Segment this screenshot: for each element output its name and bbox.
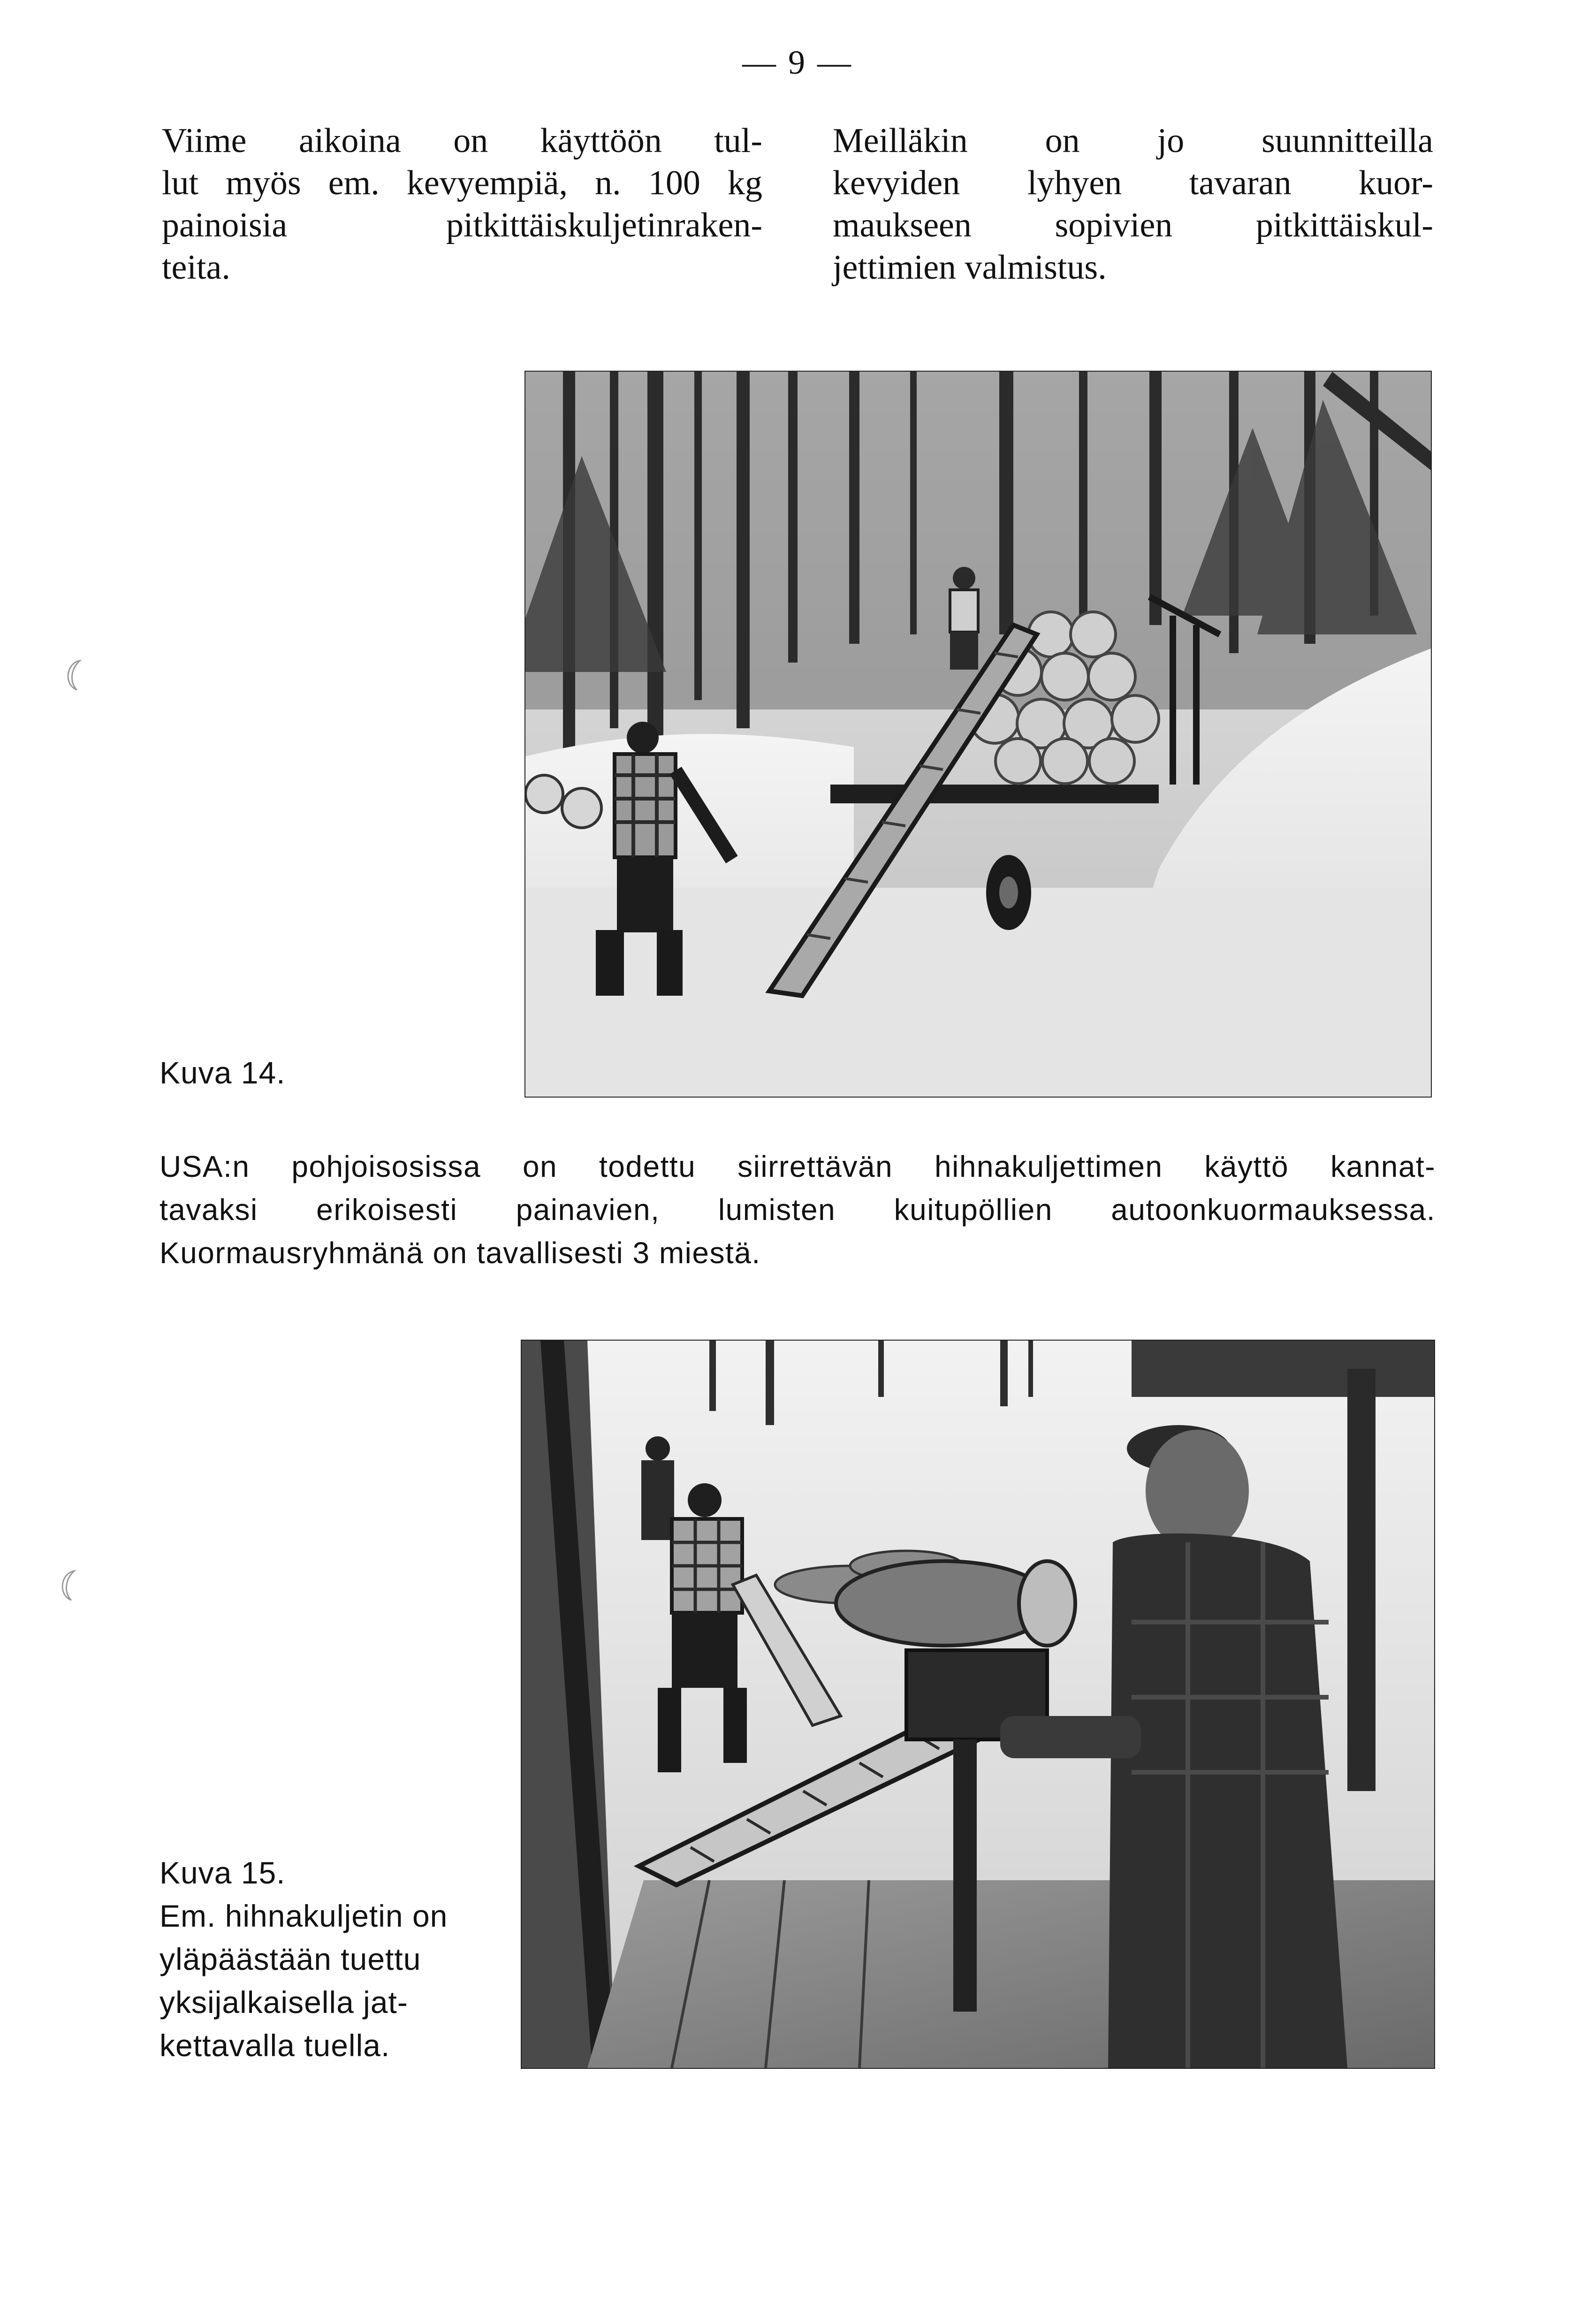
page-number: — 9 — [742, 44, 853, 81]
text-line: teita. [162, 248, 230, 287]
text-line: lut myös em. kevyempiä, n. 100 kg [162, 164, 762, 202]
figure-14-caption [160, 1145, 1436, 1274]
text-line: painoisia pitkittäiskuljetinraken- [162, 206, 762, 244]
photo-15-illustration [522, 1341, 1434, 2068]
photo-figure-14 [524, 371, 1432, 1098]
caption-line: Kuormausryhmänä on tavallisesti 3 miestä. [160, 1236, 761, 1270]
caption-line: yksijalkaisella jat- [160, 1985, 408, 2020]
photo-figure-15 [521, 1340, 1435, 2069]
caption-line: USA:n pohjoisosissa on todettu siirrettävän hihnakuljettimen käyttö kannat- [160, 1150, 1436, 1183]
text-line: jettimien valmistus. [833, 248, 1107, 287]
binding-hole-mark [55, 1567, 84, 1605]
photo-14-illustration [525, 372, 1431, 1097]
figure-15-caption [160, 1851, 488, 2067]
binding-hole-mark [61, 657, 89, 694]
text-line: maukseen sopivien pitkittäiskul- [833, 206, 1433, 244]
caption-line: yläpäästään tuettu [160, 1942, 421, 1976]
caption-line: kettavalla tuella. [160, 2028, 390, 2063]
text-line: kevyiden lyhyen tavaran kuor- [833, 164, 1433, 202]
caption-line: Kuva 15. [160, 1855, 286, 1890]
caption-line: Em. hihnakuljetin on [160, 1899, 448, 1933]
intro-text-left-column [162, 120, 762, 289]
intro-text-right-column [833, 120, 1433, 289]
caption-line: tavaksi erikoisesti painavien, lumisten kuitupöllien autoonkuormauksessa. [160, 1193, 1436, 1227]
text-line: Viime aikoina on käyttöön tul- [162, 122, 762, 160]
text-line: Meilläkin on jo suunnitteilla [833, 122, 1433, 160]
figure-14-label: Kuva 14. [160, 1055, 286, 1090]
